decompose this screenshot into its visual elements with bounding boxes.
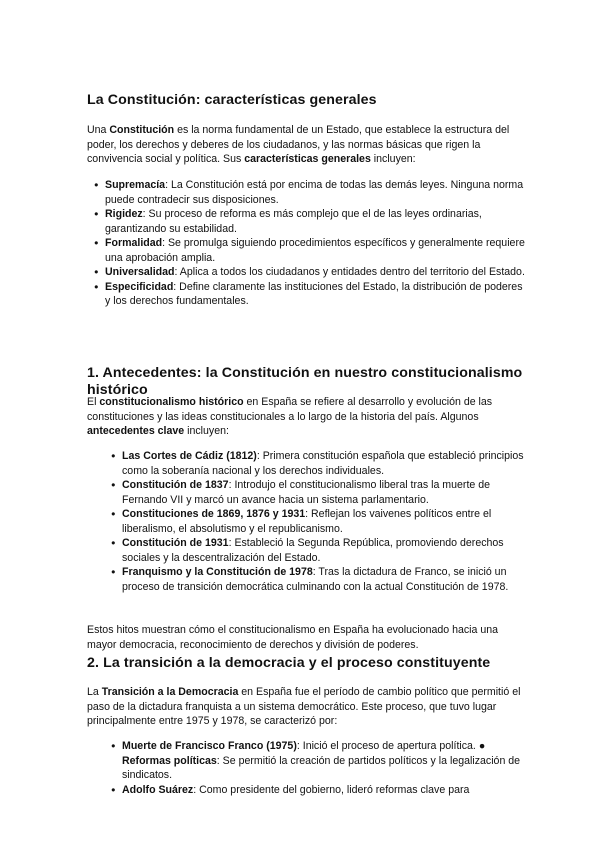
- inline-bullet: ●: [478, 740, 486, 752]
- list-item: ● Constitución de 1931: Estableció la Segunda República, promoviendo derechos sociales y la descentralización del Estado.: [87, 536, 527, 565]
- list-item: ● Las Cortes de Cádiz (1812): Primera constitución española que estableció principios como la soberanía nacional y los derechos individuales.: [87, 449, 527, 478]
- list-item: ● Supremacía: La Constitución está por encima de todas las demás leyes. Ninguna norma puede contradecir sus disposiciones.: [87, 178, 527, 207]
- section-3-intro: La Transición a la Democracia en España fue el período de cambio político que permitió el paso de la dictadura franquista a un sistema democrático. Este proceso, que tuvo lugar principalmente entre 1975 y 1978, se caracterizó por:: [87, 686, 521, 727]
- list-item: ● Universalidad: Aplica a todos los ciudadanos y entidades dentro del territorio del Estado.: [87, 265, 527, 280]
- list-item: ● Constituciones de 1869, 1876 y 1931: Reflejan los vaivenes políticos entre el liberalismo, el absolutismo y el republicanismo.: [87, 507, 527, 536]
- list-item: ● Franquismo y la Constitución de 1978: Tras la dictadura de Franco, se inició un proceso de transición democrática culminando con la actual Constitución de 1978.: [87, 565, 527, 594]
- section-2-title: 1. Antecedentes: la Constitución en nuestro constitucionalismo histórico: [87, 365, 523, 398]
- list-item: ● Especificidad: Define claramente las instituciones del Estado, la distribución de poderes y los derechos fundamentales.: [87, 280, 527, 309]
- list-item: ● Muerte de Francisco Franco (1975): Inició el proceso de apertura política. ● Reformas políticas: Se permitió la creación de partidos políticos y la legalización de sindicatos.: [87, 739, 527, 783]
- antecedents-list: [87, 449, 527, 594]
- transition-list: [87, 739, 527, 797]
- section-2-intro: El constitucionalismo histórico en España se refiere al desarrollo y evolución de las constituciones y las ideas constitucionales a lo largo de la historia del país. Algunos antecedentes clave incluyen:: [87, 396, 493, 437]
- list-item: ● Rigidez: Su proceso de reforma es más complejo que el de las leyes ordinarias, garantizando su estabilidad.: [87, 207, 527, 236]
- list-item: ● Adolfo Suárez: Como presidente del gobierno, lideró reformas clave para: [87, 783, 527, 798]
- section-2-closing: Estos hitos muestran cómo el constitucionalismo en España ha evolucionado hacia una mayor democracia, reconocimiento de derechos y división de poderes.: [87, 624, 499, 651]
- section-3-title: 2. La transición a la democracia y el proceso constituyente: [87, 655, 491, 671]
- section-1-title: La Constitución: características generales: [87, 92, 377, 108]
- section-1-intro: Una Constitución es la norma fundamental de un Estado, que establece la estructura del poder, los derechos y deberes de los ciudadanos, y las normas básicas que rigen la convivencia social y política. Sus características generales incluyen:: [87, 124, 510, 165]
- list-item: ● Constitución de 1837: Introdujo el constitucionalismo liberal tras la muerte de Fernando VII y marcó un avance hacia un sistema parlamentario.: [87, 478, 527, 507]
- characteristics-list: [87, 178, 527, 309]
- list-item: ● Formalidad: Se promulga siguiendo procedimientos específicos y generalmente requiere una aprobación amplia.: [87, 236, 527, 265]
